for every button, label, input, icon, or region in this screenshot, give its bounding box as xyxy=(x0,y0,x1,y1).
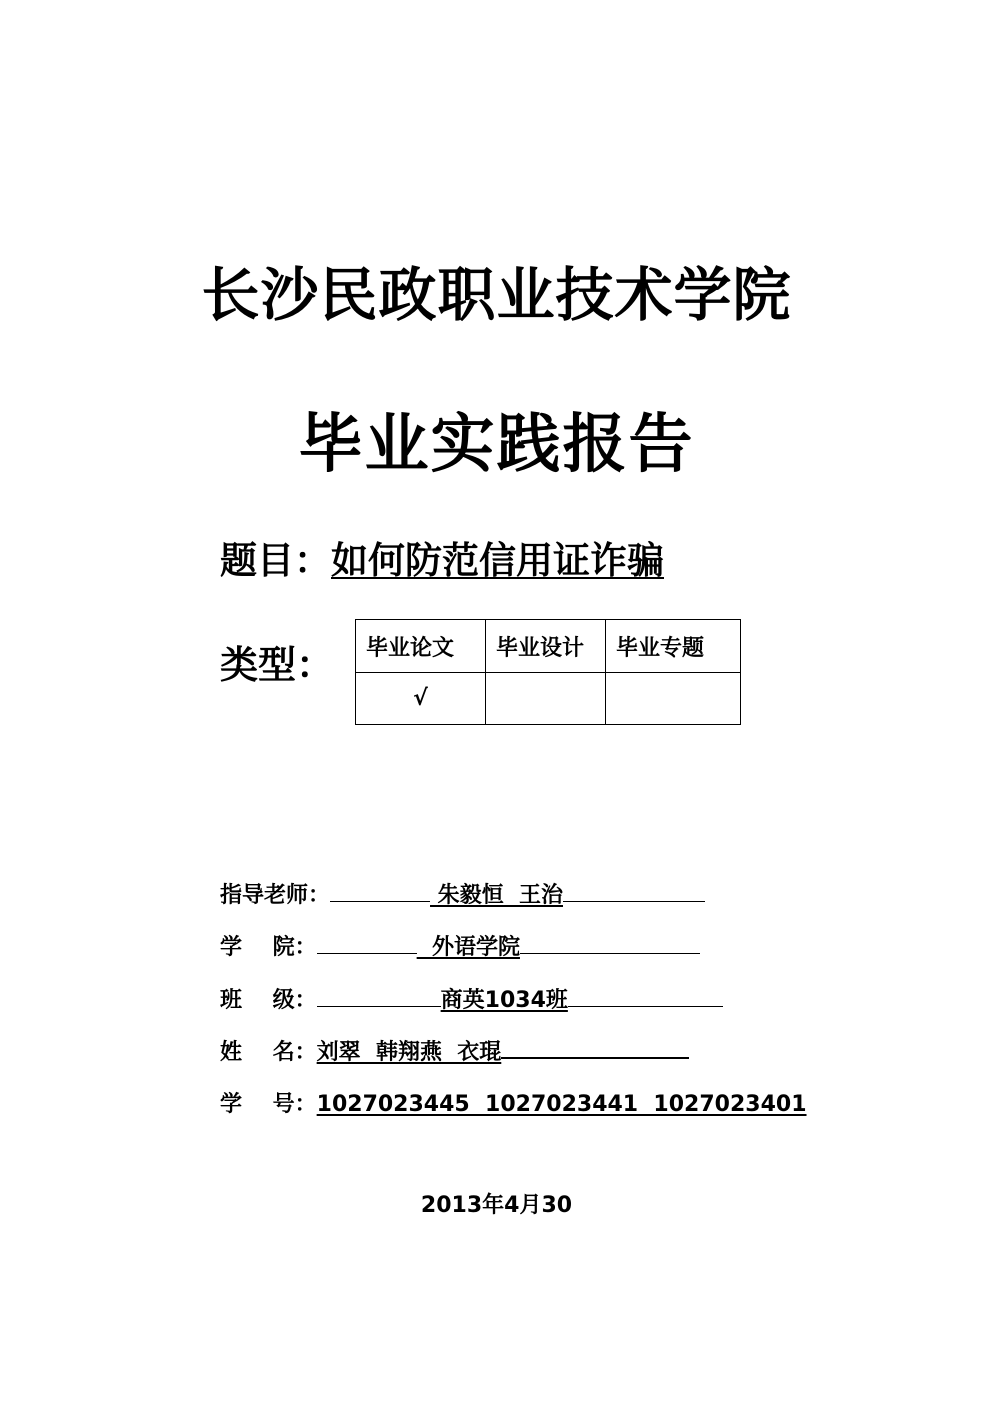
name-label: 姓 名： xyxy=(220,1040,317,1065)
advisor-line-left xyxy=(330,883,430,902)
class-value: 商英1034班 xyxy=(440,988,568,1013)
college-line-right xyxy=(520,935,700,954)
type-mark-thesis: √ xyxy=(356,673,486,725)
id-value: 1027023445 1027023441 1027023401 xyxy=(316,1092,807,1117)
advisor-value: 朱毅恒 王治 xyxy=(430,883,563,908)
class-label: 班 级： xyxy=(220,988,317,1013)
type-col-thesis: 毕业论文 xyxy=(356,620,486,673)
class-row xyxy=(220,983,723,1014)
type-table xyxy=(355,619,741,725)
report-date: 2013年4月30 xyxy=(420,1193,573,1218)
college-row xyxy=(220,930,700,961)
advisor-row xyxy=(220,878,705,909)
college-value: 外语学院 xyxy=(416,935,520,960)
type-header-row xyxy=(356,620,741,673)
topic-row xyxy=(220,530,664,584)
id-row xyxy=(220,1087,807,1118)
topic-label: 题目： xyxy=(220,539,331,582)
type-label: 类型： xyxy=(220,643,335,687)
topic-value: 如何防范信用证诈骗 xyxy=(331,539,664,582)
college-line-left xyxy=(317,935,417,954)
advisor-label: 指导老师： xyxy=(220,883,331,908)
college-label: 学 院： xyxy=(220,935,317,960)
report-title: 毕业实践报告 xyxy=(298,408,695,482)
type-mark-row xyxy=(356,673,741,725)
id-label: 学 号： xyxy=(220,1092,317,1117)
type-col-topic: 毕业专题 xyxy=(606,620,741,673)
type-mark-topic xyxy=(606,673,741,725)
school-name: 长沙民政职业技术学院 xyxy=(201,261,792,329)
name-row xyxy=(220,1035,689,1066)
type-col-design: 毕业设计 xyxy=(486,620,606,673)
name-line-right xyxy=(501,1039,689,1059)
type-mark-design xyxy=(486,673,606,725)
advisor-line-right xyxy=(563,883,705,902)
name-value: 刘翠 韩翔燕 衣琨 xyxy=(316,1040,502,1065)
class-line-left xyxy=(317,988,441,1007)
class-line-right xyxy=(568,988,723,1007)
